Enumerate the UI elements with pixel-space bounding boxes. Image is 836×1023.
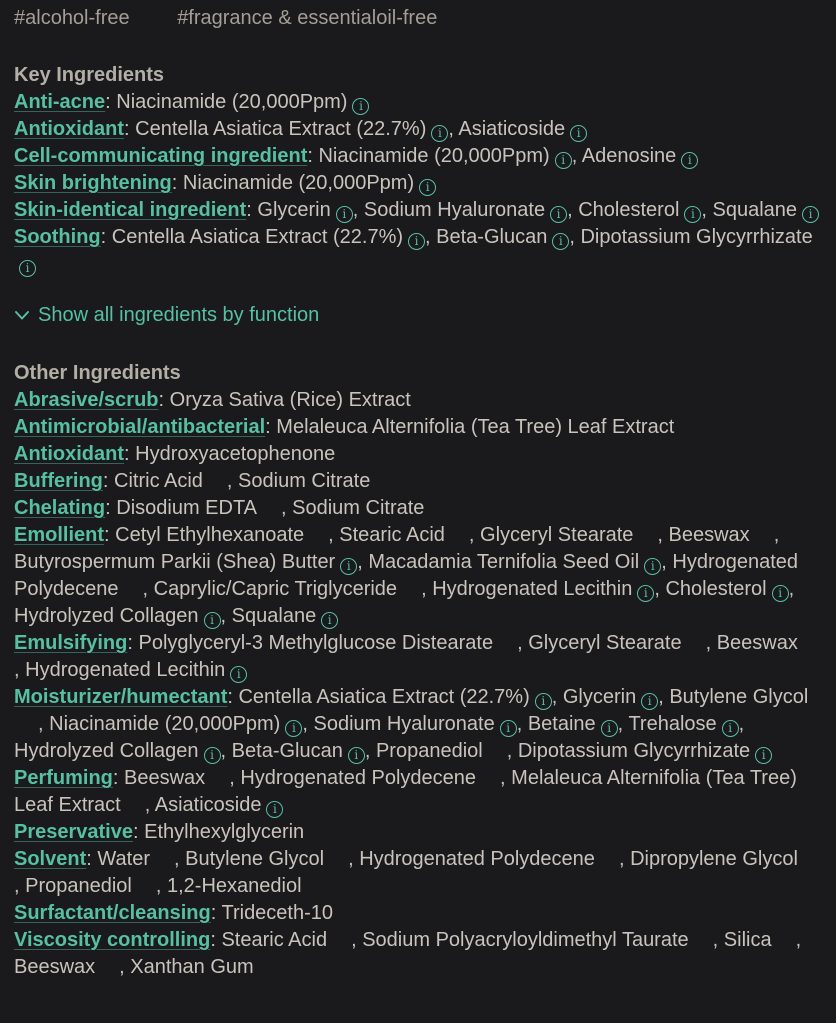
info-icon[interactable]: i (285, 720, 302, 737)
ingredient-link[interactable]: Glyceryl Stearate (528, 632, 682, 654)
info-icon[interactable]: i (352, 98, 369, 115)
ingredient-link[interactable]: Hydrogenated Polydecene (359, 848, 595, 870)
function-label-link[interactable]: Viscosity controlling (14, 929, 211, 951)
info-icon[interactable]: i (500, 720, 517, 737)
show-all-ingredients-link[interactable] (14, 302, 822, 330)
ingredient-function-row: Soothing: Centella Asiatica Extract (22.7%) i , Beta-Glucan i , Dipotassium Glycyrrhizatei (14, 226, 813, 275)
ingredient-function-row: Surfactant/cleansing: Trideceth-10 (14, 902, 334, 924)
ingredient-link[interactable]: Sodium Hyaluronate (363, 199, 546, 221)
ingredient-link[interactable]: Asiaticoside (154, 794, 262, 816)
function-label-link[interactable]: Moisturizer/humectant (14, 686, 228, 708)
ingredient-function-row: Skin-identical ingredient: Glycerin i , Sodium Hyaluronate i , Cholesterol i , Squalane i (14, 197, 822, 224)
ingredient-link[interactable]: Oryza Sativa (Rice) Extract (169, 389, 411, 411)
ingredient-link[interactable]: Cholesterol (578, 199, 680, 221)
function-label-link[interactable]: Preservative (14, 821, 133, 843)
info-icon[interactable]: i (535, 693, 552, 710)
ingredient-function-row: Chelating: Disodium EDTA , Sodium Citrate (14, 497, 425, 519)
ingredient-link[interactable]: Glycerin (257, 199, 331, 221)
other-ingredients-list (14, 387, 822, 981)
info-icon[interactable]: i (348, 747, 365, 764)
ingredient-link[interactable]: Glyceryl Stearate (480, 524, 634, 546)
info-icon[interactable]: i (601, 720, 618, 737)
info-icon[interactable]: i (340, 558, 357, 575)
ingredient-link[interactable]: Melaleuca Alternifolia (Tea Tree) Leaf Extract (14, 767, 797, 816)
ingredient-function-row: Perfuming: Beeswax , Hydrogenated Polydecene , Melaleuca Alternifolia (Tea Tree) Leaf Extract , Asiaticoside i (14, 767, 797, 816)
ingredient-link[interactable]: Cholesterol (665, 578, 767, 600)
ingredient-link[interactable]: Hydroxyacetophenone (135, 443, 336, 465)
ingredient-link[interactable]: Beeswax (668, 524, 750, 546)
ingredient-link[interactable]: Ethylhexylglycerin (144, 821, 305, 843)
info-icon[interactable]: i (204, 612, 221, 629)
ingredient-link[interactable]: Centella Asiatica Extract (22.7%) (238, 686, 530, 708)
ingredient-function-row: Abrasive/scrub: Oryza Sativa (Rice) Extract (14, 389, 411, 411)
function-label-link[interactable]: Emollient (14, 524, 105, 546)
info-icon[interactable]: i (802, 206, 819, 223)
ingredient-link[interactable]: Centella Asiatica Extract (22.7%) (111, 226, 404, 248)
function-label-link[interactable]: Buffering (14, 470, 103, 492)
function-label-link[interactable]: Anti-acne (14, 91, 106, 113)
ingredient-function-row: Buffering: Citric Acid , Sodium Citrate (14, 470, 371, 492)
info-icon[interactable]: i (19, 260, 36, 277)
info-icon[interactable]: i (722, 720, 739, 737)
ingredient-link[interactable]: Cetyl Ethylhexanoate (115, 524, 305, 546)
ingredient-link[interactable]: Stearic Acid (221, 929, 328, 951)
ingredient-link[interactable]: Melaleuca Alternifolia (Tea Tree) Leaf Extract (276, 416, 675, 438)
ingredient-function-row: Emulsifying: Polyglyceryl-3 Methylglucose Distearate , Glyceryl Stearate , Beeswax, Hydrogenated Lecithin i (14, 632, 798, 681)
ingredient-function-row: Solvent: Water , Butylene Glycol , Hydrogenated Polydecene , Dipropylene Glycol, Propanediol , 1,2-Hexanediol (14, 848, 798, 897)
ingredient-link[interactable]: Asiaticoside (458, 118, 566, 140)
ingredient-link[interactable]: Propanediol (25, 875, 132, 897)
function-label-link[interactable]: Antioxidant (14, 443, 124, 465)
function-label-link[interactable]: Soothing (14, 226, 101, 248)
info-icon[interactable]: i (772, 585, 789, 602)
ingredient-link[interactable]: Betaine (527, 713, 596, 735)
ingredient-link[interactable]: Sodium Citrate (292, 497, 425, 519)
ingredient-link[interactable]: Dipotassium Glycyrrhizate (517, 740, 751, 762)
show-all-label: Show all ingredients by function (38, 304, 320, 326)
ingredient-function-row: Antimicrobial/antibacterial: Melaleuca Alternifolia (Tea Tree) Leaf Extract (14, 416, 675, 438)
info-icon[interactable]: i (431, 125, 448, 142)
info-icon[interactable]: i (204, 747, 221, 764)
ingredient-function-row: Moisturizer/humectant: Centella Asiatica Extract (22.7%) i , Glycerin i , Butylene Glycol, Niacinamide (20,000Ppm) i , Sodium Hyaluronate i , Betaine i , Trehalose i , Hydrolyzed Collagen i , Beta-Glucan i , Propanediol , Dipotassium Glycyrrhizate i (14, 686, 809, 762)
ingredient-link[interactable]: Caprylic/Capric Triglyceride (153, 578, 398, 600)
ingredient-function-row: Preservative: Ethylhexylglycerin (14, 821, 305, 843)
ingredient-link[interactable]: Hydrolyzed Collagen (14, 605, 199, 627)
ingredient-link[interactable]: Citric Acid (114, 470, 203, 492)
ingredient-link[interactable]: Centella Asiatica Extract (22.7%) (135, 118, 427, 140)
ingredient-link[interactable]: Beeswax (124, 767, 206, 789)
ingredient-link[interactable]: Beeswax (14, 956, 96, 978)
ingredient-link[interactable]: Squalane (231, 605, 317, 627)
ingredient-link[interactable]: Trideceth-10 (221, 902, 334, 924)
function-label-link[interactable]: Perfuming (14, 767, 113, 789)
function-label-link[interactable]: Skin-identical ingredient (14, 199, 247, 221)
info-icon[interactable]: i (755, 747, 772, 764)
function-label-link[interactable]: Emulsifying (14, 632, 128, 654)
ingredient-link[interactable]: Xanthan Gum (130, 956, 254, 978)
ingredient-link[interactable]: Niacinamide (20,000Ppm) (49, 713, 281, 735)
info-icon[interactable]: i (266, 801, 283, 818)
hashtag-row (14, 5, 822, 32)
ingredient-link[interactable]: Niacinamide (20,000Ppm) (318, 145, 550, 167)
info-icon[interactable]: i (550, 206, 567, 223)
ingredient-function-row: Emollient: Cetyl Ethylhexanoate , Stearic Acid , Glyceryl Stearate , Beeswax , Butyrospermum Parkii (Shea) Butter i , Macadamia Ternifolia Seed Oil i , Hydrogenated Polydecene , Caprylic/Capric Triglyceride , Hydrogenated Lecithin i , Cholesterol i , Hydrolyzed Collagen i , Squalane i (14, 524, 799, 627)
info-icon[interactable]: i (681, 152, 698, 169)
function-label-link[interactable]: Antimicrobial/antibacterial (14, 416, 266, 438)
ingredient-link[interactable]: Butylene Glycol (669, 686, 809, 708)
ingredient-link[interactable]: Water (97, 848, 150, 870)
key-ingredients-heading: Key Ingredients (14, 64, 165, 86)
hashtag-fragrance-essentialoil-free[interactable]: #fragrance & essentialoil-free (177, 7, 438, 29)
ingredient-link[interactable]: Hydrogenated Polydecene (14, 551, 799, 600)
ingredient-link[interactable]: Beta-Glucan (231, 740, 343, 762)
ingredient-function-row: Skin brightening: Niacinamide (20,000Ppm) i (14, 170, 822, 197)
ingredient-link[interactable]: Silica (723, 929, 772, 951)
ingredient-link[interactable]: Sodium Citrate (238, 470, 371, 492)
ingredient-link[interactable]: Hydrolyzed Collagen (14, 740, 199, 762)
info-icon[interactable]: i (419, 179, 436, 196)
chevron-down-icon (14, 303, 30, 330)
ingredient-function-row: Anti-acne: Niacinamide (20,000Ppm) i (14, 89, 822, 116)
ingredient-link[interactable]: Hydrogenated Lecithin (432, 578, 633, 600)
ingredient-link[interactable]: Polyglyceryl-3 Methylglucose Distearate (138, 632, 494, 654)
info-icon[interactable]: i (641, 693, 658, 710)
ingredient-link[interactable]: Trehalose (628, 713, 717, 735)
ingredient-link[interactable]: Hydrogenated Lecithin (25, 659, 226, 681)
ingredient-link[interactable]: Niacinamide (20,000Ppm) (116, 91, 348, 113)
ingredient-link[interactable]: Hydrogenated Polydecene (240, 767, 477, 789)
function-label-link[interactable]: Cell-communicating ingredient (14, 145, 308, 167)
ingredient-link[interactable]: Squalane (712, 199, 798, 221)
ingredient-link[interactable]: Dipropylene Glycol (630, 848, 798, 870)
function-label-link[interactable]: Solvent (14, 848, 87, 870)
ingredient-function-row: Antioxidant: Centella Asiatica Extract (22.7%) i , Asiaticoside i (14, 116, 822, 143)
info-icon[interactable]: i (321, 612, 338, 629)
function-label-link[interactable]: Abrasive/scrub (14, 389, 159, 411)
info-icon[interactable]: i (684, 206, 701, 223)
function-label-link[interactable]: Skin brightening (14, 172, 172, 194)
ingredient-link[interactable]: Glycerin (562, 686, 637, 708)
function-label-link[interactable]: Chelating (14, 497, 106, 519)
ingredient-link[interactable]: Dipotassium Glycyrrhizate (580, 226, 813, 248)
function-label-link[interactable]: Surfactant/cleansing (14, 902, 211, 924)
ingredient-link[interactable]: Macadamia Ternifolia Seed Oil (368, 551, 640, 573)
info-icon[interactable]: i (552, 233, 569, 250)
ingredient-link[interactable]: Beeswax (716, 632, 798, 654)
ingredient-link[interactable]: Propanediol (375, 740, 483, 762)
ingredient-link[interactable]: Sodium Hyaluronate (313, 713, 495, 735)
ingredient-link[interactable]: Adenosine (581, 145, 677, 167)
info-icon[interactable]: i (408, 233, 425, 250)
info-icon[interactable]: i (570, 125, 587, 142)
other-ingredients-heading: Other Ingredients (14, 362, 181, 384)
ingredient-link[interactable]: Butyrospermum Parkii (Shea) Butter (14, 551, 336, 573)
ingredient-link[interactable]: Stearic Acid (339, 524, 445, 546)
info-icon[interactable]: i (644, 558, 661, 575)
ingredient-link[interactable]: Beta-Glucan (436, 226, 548, 248)
ingredient-link[interactable]: Disodium EDTA (116, 497, 258, 519)
ingredient-function-row: Antioxidant: Hydroxyacetophenone (14, 443, 336, 465)
ingredient-link[interactable]: Butylene Glycol (185, 848, 325, 870)
ingredient-link[interactable]: Niacinamide (20,000Ppm) (182, 172, 415, 194)
ingredient-link[interactable]: Sodium Polyacryloyldimethyl Taurate (362, 929, 689, 951)
ingredient-function-row: Viscosity controlling: Stearic Acid , Sodium Polyacryloyldimethyl Taurate , Silica , Beeswax , Xanthan Gum (14, 929, 802, 978)
info-icon[interactable]: i (230, 666, 247, 683)
info-icon[interactable]: i (555, 152, 572, 169)
function-label-link[interactable]: Antioxidant (14, 118, 124, 140)
ingredient-function-row: Cell-communicating ingredient: Niacinamide (20,000Ppm) i , Adenosine i (14, 143, 822, 170)
hashtag-alcohol-free[interactable]: #alcohol-free (14, 7, 130, 29)
key-ingredients-list (14, 89, 822, 278)
info-icon[interactable]: i (336, 206, 353, 223)
ingredient-link[interactable]: 1,2-Hexanediol (167, 875, 302, 897)
info-icon[interactable]: i (637, 585, 654, 602)
